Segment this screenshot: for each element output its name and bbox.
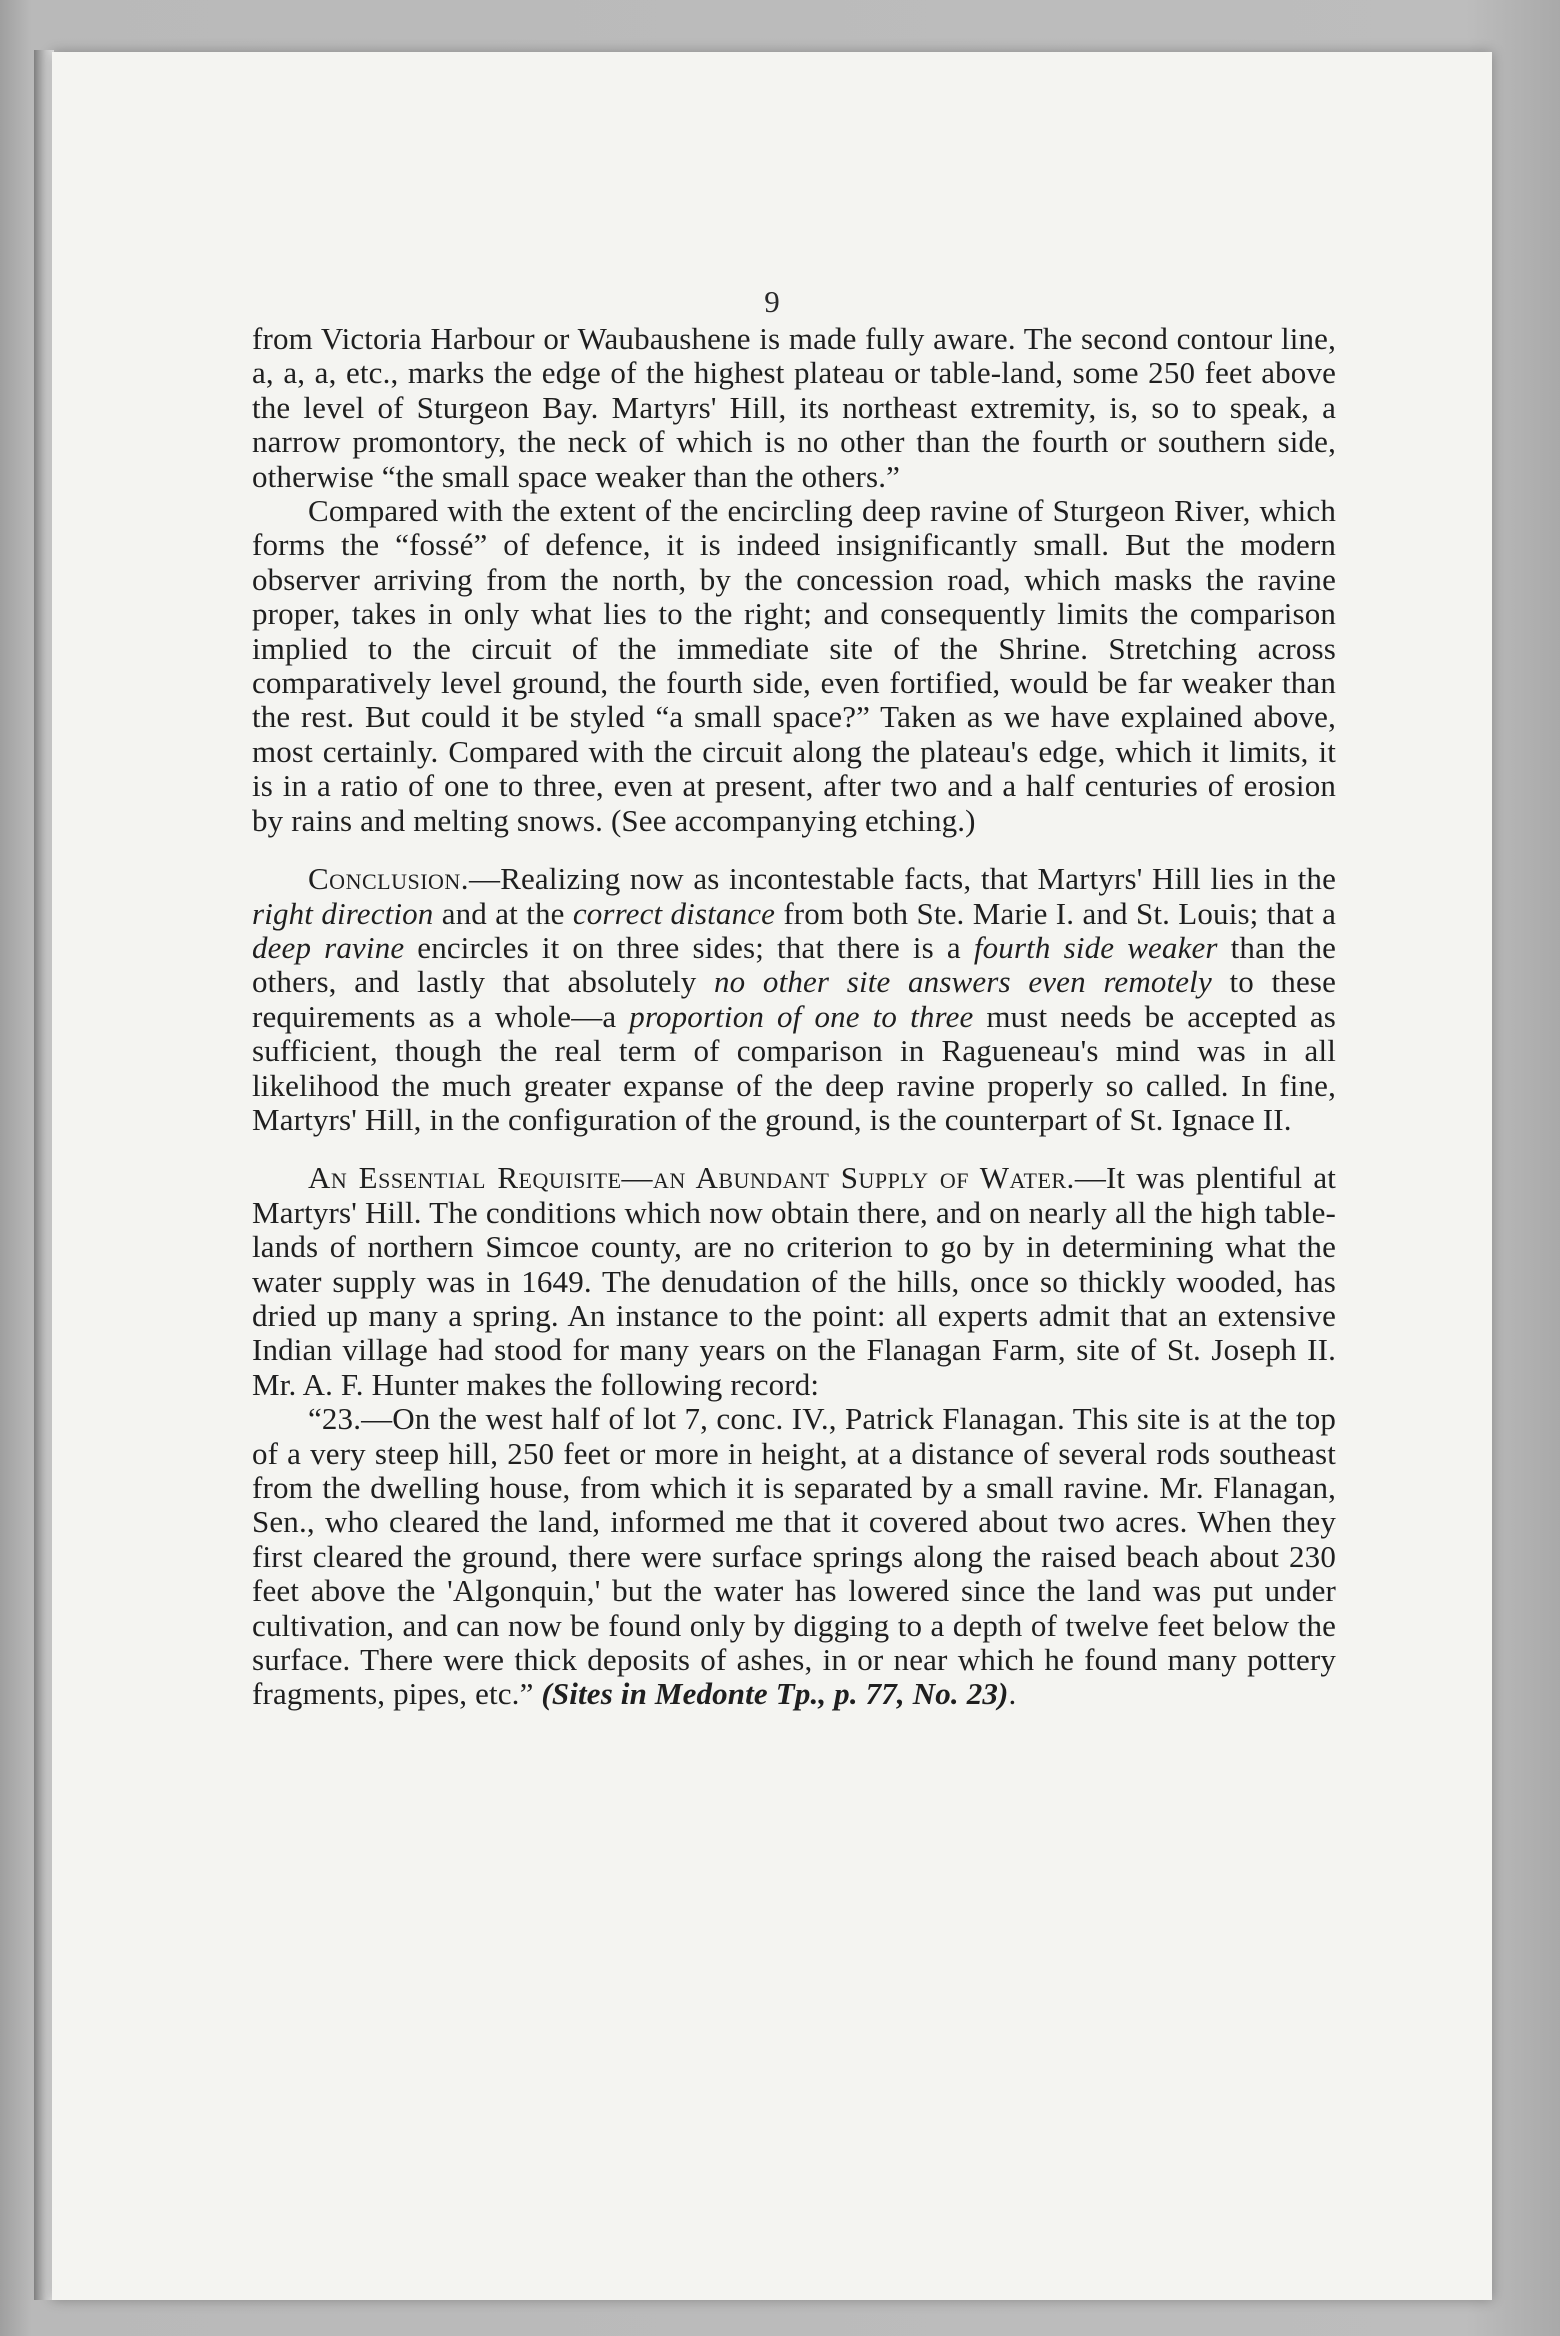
text-run: —It was plentiful at Martyrs' Hill. The conditions which now obtain there, and on nearly all the high table-lands of northern Simcoe county, are no criterion to go by in determining what the water supply was in 1649. The denudation of the hills, once so thickly wooded, has dried up many a spring. An instance to the point: all experts admit that an extensive Indian village had stood for many years on the Flanagan Farm, site of St. Joseph II. Mr. A. F. Hunter makes the following record: [252,1160,1336,1402]
conclusion-paragraph [252,862,1336,1137]
paragraph: Compared with the extent of the encircling deep ravine of Sturgeon River, which forms the “fossé” of defence, it is indeed insignificantly small. But the modern observer arriving from the north, by the concession road, which masks the ravine proper, takes in only what lies to the right; and consequently limits the comparison implied to the circuit of the immediate site of the Shrine. Stretching across comparatively level ground, the fourth side, even fortified, would be far weaker than the rest. But could it be styled “a small space?” Taken as we have explained above, most certainly. Compared with the circuit along the plateau's edge, which it limits, it is in a ratio of one to three, even at present, after two and a half centuries of erosion by rains and melting snows. (See accompanying etching.) [252,493,1336,838]
document-page [52,52,1492,2300]
text-run: from both Ste. Marie I. and St. Louis; that a [775,895,1337,931]
emphasis: proportion of one to three [629,998,974,1034]
text-run: encircles it on three sides; that there is a [404,929,974,965]
emphasis: correct distance [572,895,776,931]
body-text [252,322,1336,1712]
emphasis: fourth side weaker [973,929,1218,965]
paragraph: from Victoria Harbour or Waubaushene is made fully aware. The second contour line, a, a, a, etc., marks the edge of the highest plateau or table-land, some 250 feet above the level of Sturgeon Bay. Martyrs' Hill, its northeast extremity, is, so to speak, a narrow promontory, the neck of which is no other than the fourth or southern side, otherwise “the small space weaker than the others.” [252,321,1336,494]
citation: (Sites in Medonte Tp., p. 77, No. 23) [541,1676,1009,1712]
text-run: to these requirements as a whole—a [252,964,1336,1034]
section-heading: An Essential Requisite—an Abundant Supply of Water. [308,1160,1075,1196]
page-number: 9 [764,284,780,319]
emphasis: deep ravine [252,929,405,965]
section-heading: Conclusion. [308,861,470,897]
quotation-paragraph [252,1402,1336,1712]
text-run: must needs be accepted as sufficient, though the real term of comparison in Ragueneau's mind was in all likelihood the much greater expanse of the deep ravine properly so called. In fine, Martyrs' Hill, in the configuration of the ground, is the counterpart of St. Ignace II. [252,998,1337,1137]
text-run: . [1008,1676,1017,1712]
emphasis: right direction [252,895,434,931]
text-run: than the others, and lastly that absolutely [252,929,1336,1000]
emphasis: no other site answers even remotely [714,964,1212,1000]
book-spine [34,50,54,2300]
water-paragraph [252,1161,1336,1402]
text-run: and at the [433,895,573,931]
text-run: —Realizing now as incontestable facts, that Martyrs' Hill lies in the [469,861,1336,897]
quote-text: “23.—On the west half of lot 7, conc. IV., Patrick Flanagan. This site is at the top of a very steep hill, 250 feet or more in height, at a distance of several rods southeast from the dwelling house, from which it is separated by a small ravine. Mr. Flanagan, Sen., who cleared the land, informed me that it covered about two acres. When they first cleared the ground, there were surface springs along the raised beach about 230 feet above the 'Algonquin,' but the water has lowered since the land was put under cultivation, and can now be found only by digging to a depth of twelve feet below the surface. There were thick deposits of ashes, in or near which he found many pottery fragments, pipes, etc.” [252,1401,1336,1712]
